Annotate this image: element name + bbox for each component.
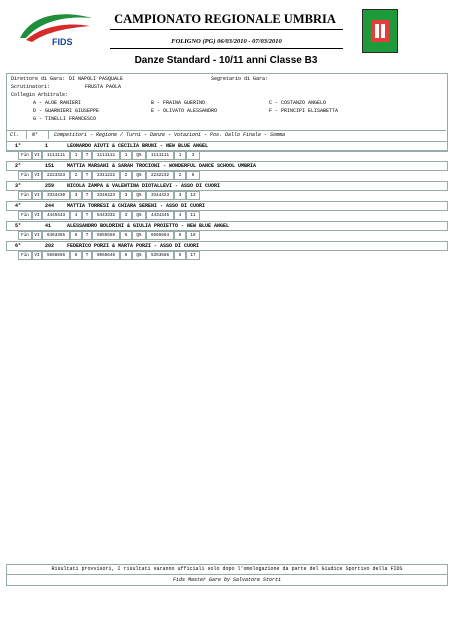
detail-cell: 3 — [174, 191, 186, 200]
detail-cell: 6066646 — [92, 251, 120, 260]
title-divider — [110, 29, 343, 30]
result-rank: 5° — [15, 223, 22, 229]
header-n: N° — [32, 132, 39, 138]
result-rank: 6° — [15, 243, 22, 249]
director-label: Direttore di Gara: — [11, 76, 66, 82]
detail-cell: 5656656 — [42, 251, 70, 260]
detail-cell: 3346423 — [92, 191, 120, 200]
flag-emblem-icon — [371, 20, 389, 42]
result-rank: 1° — [15, 143, 22, 149]
svg-text:FIDS: FIDS — [52, 37, 73, 47]
detail-cell: 4 — [174, 211, 186, 220]
detail-cell: 3 — [70, 191, 82, 200]
subtitle-divider — [110, 48, 343, 49]
header-cl: Cl. — [10, 132, 20, 138]
result-rank: 2° — [15, 163, 22, 169]
result-row — [6, 161, 448, 171]
provisional-notice: Risultati provvisori, I risultati saranno ufficiali solo dopo l'omologazione da parte del Giudice Sportivo della FIDS — [51, 566, 403, 572]
detail-cell: Q5 — [132, 231, 146, 240]
detail-cell: T — [82, 211, 92, 220]
result-names: ALESSANDRO BOLDRINI & GIULIA PROIETTO - NEW BLUE ANGEL — [67, 223, 230, 229]
detail-cell: Fin — [18, 171, 32, 180]
detail-cell: 6 — [120, 251, 132, 260]
detail-cell: VI — [32, 151, 42, 160]
detail-cell: 6 — [186, 171, 200, 180]
detail-cell: Fin — [18, 191, 32, 200]
judge-f: F - PRINCIPI ELISABETTA — [269, 108, 339, 114]
scrutineers-label: Scrutinatori: — [11, 84, 51, 90]
detail-cell: T — [82, 171, 92, 180]
result-row — [6, 221, 448, 231]
detail-cell: 6 — [70, 251, 82, 260]
judge-e: E - OLIVATO ALESSANDRO — [151, 108, 218, 114]
detail-cell: 5 — [174, 251, 186, 260]
category-title: Danze Standard - 10/11 anni Classe B3 — [134, 55, 318, 66]
detail-cell: 2311222 — [92, 171, 120, 180]
detail-cell: 2223323 — [42, 171, 70, 180]
detail-cell: 6463365 — [42, 231, 70, 240]
judge-g: G - TINELLI FRANCESCO — [33, 116, 97, 122]
detail-cell: 1111111 — [146, 151, 174, 160]
page-title: CAMPIONATO REGIONALE UMBRIA — [114, 12, 336, 26]
detail-cell: VI — [32, 171, 42, 180]
detail-cell: 4 — [70, 211, 82, 220]
detail-cell: Fin — [18, 211, 32, 220]
result-number: 1 — [45, 143, 49, 149]
umbria-flag — [362, 9, 398, 53]
detail-cell: 13 — [186, 191, 200, 200]
director-value: DI NAPOLI PASQUALE — [69, 76, 124, 82]
result-rank: 4° — [15, 203, 22, 209]
college-label: Collegio Arbitrale: — [11, 92, 69, 98]
detail-cell: Fin — [18, 231, 32, 240]
judge-b: B - FRAINA GUERINO — [151, 100, 206, 106]
detail-cell: 3 — [120, 191, 132, 200]
result-row — [6, 201, 448, 211]
judge-a: A - ALOE RANIERI — [33, 100, 82, 106]
detail-cell: Fin — [18, 151, 32, 160]
detail-cell: Q5 — [132, 151, 146, 160]
judge-d: D - GUARNIERI GIUSEPPE — [33, 108, 100, 114]
detail-cell: VI — [32, 191, 42, 200]
detail-cell: 5 — [120, 231, 132, 240]
detail-cell: 4445443 — [42, 211, 70, 220]
software-credit: Fids Master Gare by Salvatore Storti — [172, 577, 282, 583]
detail-cell: Q5 — [132, 191, 146, 200]
results-list — [6, 141, 446, 271]
detail-cell: 3 — [186, 151, 200, 160]
result-number: 259 — [45, 183, 55, 189]
result-row — [6, 141, 448, 151]
detail-cell: VI — [32, 211, 42, 220]
header-divider — [48, 131, 49, 139]
result-names: NICOLA ZAMPA & VALENTINA DIOTALLEVI - ASSO DI CUORI — [67, 183, 221, 189]
header-divider — [26, 131, 27, 139]
detail-cell: 2 — [120, 171, 132, 180]
judge-c: C - COSTANZO ANGELO — [269, 100, 327, 106]
detail-cell: 11 — [186, 211, 200, 220]
result-number: 41 — [45, 223, 52, 229]
result-names: LEONARDO AIUTI & CECILIA BRUNI - NEW BLUE ANGEL — [67, 143, 209, 149]
detail-cell: 5 — [70, 231, 82, 240]
detail-cell: 1 — [174, 151, 186, 160]
detail-cell: VI — [32, 231, 42, 240]
fids-logo-mark — [12, 8, 100, 48]
results-header — [6, 130, 446, 139]
result-number: 151 — [45, 163, 55, 169]
detail-cell: 1 — [70, 151, 82, 160]
detail-cell: Q5 — [132, 171, 146, 180]
detail-cell: VI — [32, 251, 42, 260]
detail-cell: 1111111 — [42, 151, 70, 160]
credit-box — [6, 574, 448, 586]
detail-cell: T — [82, 151, 92, 160]
detail-cell: 1 — [120, 151, 132, 160]
detail-cell: T — [82, 191, 92, 200]
scrutineers-value: FRUSTA PAOLA — [85, 84, 122, 90]
result-number: 244 — [45, 203, 55, 209]
detail-cell: 5443332 — [92, 211, 120, 220]
detail-cell: 2232232 — [146, 171, 174, 180]
result-number: 202 — [45, 243, 55, 249]
result-row — [6, 241, 448, 251]
detail-cell: Q5 — [132, 211, 146, 220]
detail-cell: 1111111 — [92, 151, 120, 160]
header-columns: Competitori - Regione / Turni - Danze - Votazioni - Pos. Dallo Finale - Somma — [54, 132, 286, 138]
detail-cell: 6565664 — [146, 231, 174, 240]
detail-cell: 17 — [186, 251, 200, 260]
secretary-label: Segretario di Gara: — [211, 76, 269, 82]
detail-cell: 3334430 — [42, 191, 70, 200]
detail-cell: 3344423 — [146, 191, 174, 200]
result-names: FEDERICO PORZI & MARTA PORZI - ASSO DI CUORI — [67, 243, 200, 249]
detail-cell: 16 — [186, 231, 200, 240]
detail-cell: T — [82, 251, 92, 260]
detail-cell: Q5 — [132, 251, 146, 260]
detail-cell: 4434345 — [146, 211, 174, 220]
detail-cell: T — [82, 231, 92, 240]
result-names: MATTIA TORRESI & CHIARA SERENI - ASSO DI CUORI — [67, 203, 206, 209]
detail-cell: 5353566 — [146, 251, 174, 260]
detail-cell: 2 — [174, 171, 186, 180]
detail-cell: 5655556 — [92, 231, 120, 240]
result-rank: 3° — [15, 183, 22, 189]
event-subtitle: FOLIGNO (PG) 06/03/2010 - 07/03/2010 — [171, 38, 282, 45]
detail-cell: 2 — [70, 171, 82, 180]
result-row — [6, 181, 448, 191]
fids-logo — [12, 8, 100, 48]
result-names: MATTIA MARSANI & SARAH TROCIONI - WONDERFUL DANCE SCHOOL UMBRIA — [67, 163, 257, 169]
detail-cell: 5 — [174, 231, 186, 240]
detail-cell: Fin — [18, 251, 32, 260]
detail-cell: 3 — [120, 211, 132, 220]
